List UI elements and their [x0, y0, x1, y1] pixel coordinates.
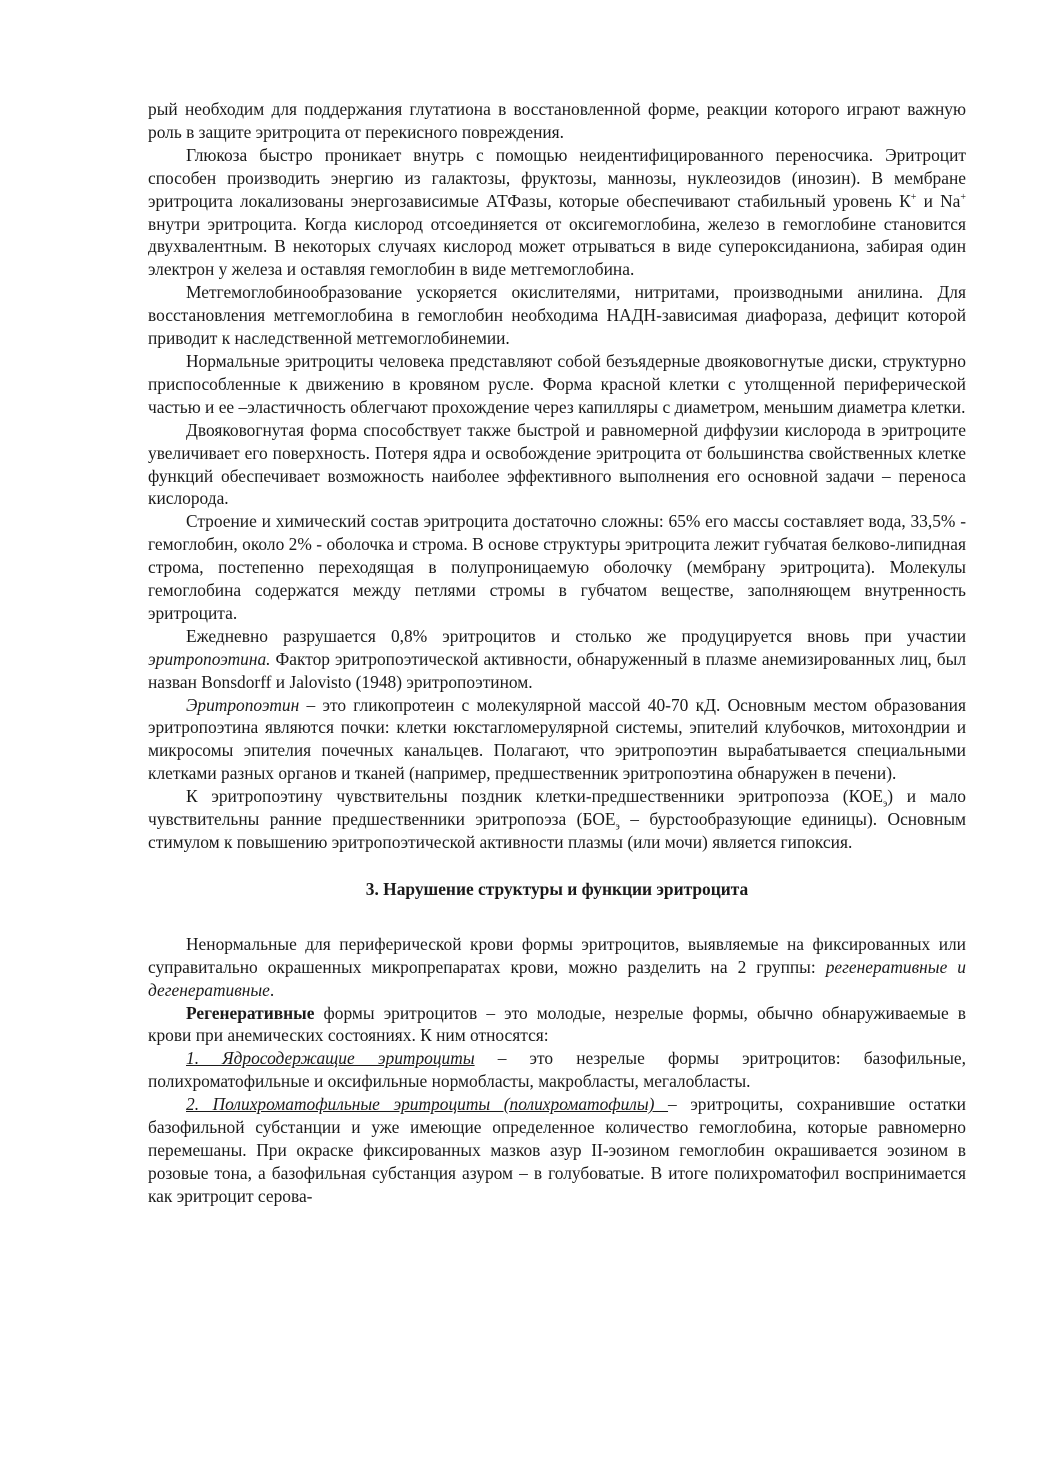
paragraph-glucose: Глюкоза быстро проникает внутрь с помощью неидентифицированного переносчика. Эритроцит способен производить энергию из галактозы, фруктозы, маннозы, нуклеозидов (инозин). В мембране эритроцита локализованы энергозависимые АТФазы, которые обеспечивают стабильный уровень К+ и Na+ внутри эритроцита. Когда кислород отсоединяется от оксигемоглобина, железо в гемоглобине становится двухвалентным. В некоторых случаях кислород может отрываться в виде супероксиданиона, забирая один электрон у железа и оставляя гемоглобин в виде метгемоглобина.	[148, 144, 966, 280]
paragraph-biconcave-form: Двояковогнутая форма способствует также быстрой и равномерной диффузии кислорода в эритроците увеличивает его поверхность. Потеря ядра и освобождение эритроцита от большинства свойственных клетке функций обеспечивает возможность наиболее эффективного выполнения его основной задачи – переноса кислорода.	[148, 419, 966, 509]
paragraph-regenerative: Регенеративные формы эритроцитов – это молодые, незрелые формы, обычно обнаруживаемые в крови при анемических состояниях. К ним относятся:	[148, 1002, 966, 1046]
section-heading: 3. Нарушение структуры и функции эритроцита	[365, 878, 749, 899]
paragraph-daily-destruction: Ежедневно разрушается 0,8% эритроцитов и столько же продуцируется вновь при участии эритропоэтина. Фактор эритропоэтической активности, обнаруженный в плазме анемизированных лиц, был назван Bonsdorff и Jalovisto (1948) эритропоэтином.	[148, 625, 966, 692]
paragraph-methemoglobin: Метгемоглобинообразование ускоряется окислителями, нитритами, производными анилина. Для восстановления метгемоглобина в гемоглобин необходима НАДН-зависимая диафораза, дефицит которой приводит к наследственной метгемоглобинемии.	[148, 282, 966, 349]
document-page	[148, 98, 966, 1208]
paragraph-structure-composition: Строение и химический состав эритроцита достаточно сложны: 65% его массы составляет вода, 33,5% - гемоглобин, около 2% - оболочка и строма. В основе структуры эритроцита лежит губчатая белково-липидная строма, постепенно переходящая в полупроницаемую оболочку (мембрану эритроцита). Молекулы гемоглобина содержатся между петлями стромы в губчатом веществе, заполняющем внутренность эритроцита.	[148, 511, 966, 623]
paragraph-abnormal-forms: Ненормальные для периферической крови формы эритроцитов, выявляемые на фиксированных или суправитально окрашенных микропрепаратах крови, можно разделить на 2 группы: регенеративные и дегенеративные.	[148, 933, 967, 1000]
paragraph-normal-erythrocytes: Нормальные эритроциты человека представляют собой безъядерные двояковогнутые диски, структурно приспособленные к движению в кровяном русле. Форма красной клетки с утолщенной периферической частью и ее –эластичность облегчают прохождение через капилляры с диаметром, меньшим диаметра клетки.	[148, 350, 966, 417]
list-item-polychromatophils: 2. Полихроматофильные эритроциты (полихроматофилы) – эритроциты, сохранившие остатки базофильной субстанции и уже имеющие определенное количество гемоглобина, которые равномерно перемешаны. При окраске фиксированных мазков азур II-эозином гемоглобин окрашивается эозином в розовые тона, а базофильная субстанция азуром – в голубоватые. В итоге полихроматофил воспринимается как эритроцит серова-	[148, 1094, 966, 1206]
paragraph-erythropoietin: Эритропоэтин – это гликопротеин с молекулярной массой 40-70 кД. Основным местом образования эритропоэтина являются почки: клетки юкстагломерулярной системы, эпителий клубочков, митохондрии и микросомы эпителия почечных канальцев. Полагают, что эритропоэтин вырабатывается специальными клетками разных органов и тканей (например, предшественник эритропоэтина обнаружен в печени).	[148, 694, 966, 784]
paragraph-glutathione: рый необходим для поддержания глутатиона в восстановленной форме, реакции которого играют важную роль в защите эритроцита от перекисного повреждения.	[148, 99, 966, 142]
paragraph-precursors: К эритропоэтину чувствительны поздник клетки-предшественники эритропоэза $(КОЕ_э)$ и мало чувствительны ранние предшественники эритропоэза ($БОЕ_э$ – бурстообразующие единицы). Основным стимулом к повышению эритропоэтической активности плазмы (или мочи) является гипоксия.	[148, 786, 967, 852]
list-item-nucleated: 1. Ядросодержащие эритроциты – это незрелые формы эритроцитов: базофильные, полихроматофильные и оксифильные нормобласты, макробласты, мегалобласты.	[148, 1048, 966, 1092]
